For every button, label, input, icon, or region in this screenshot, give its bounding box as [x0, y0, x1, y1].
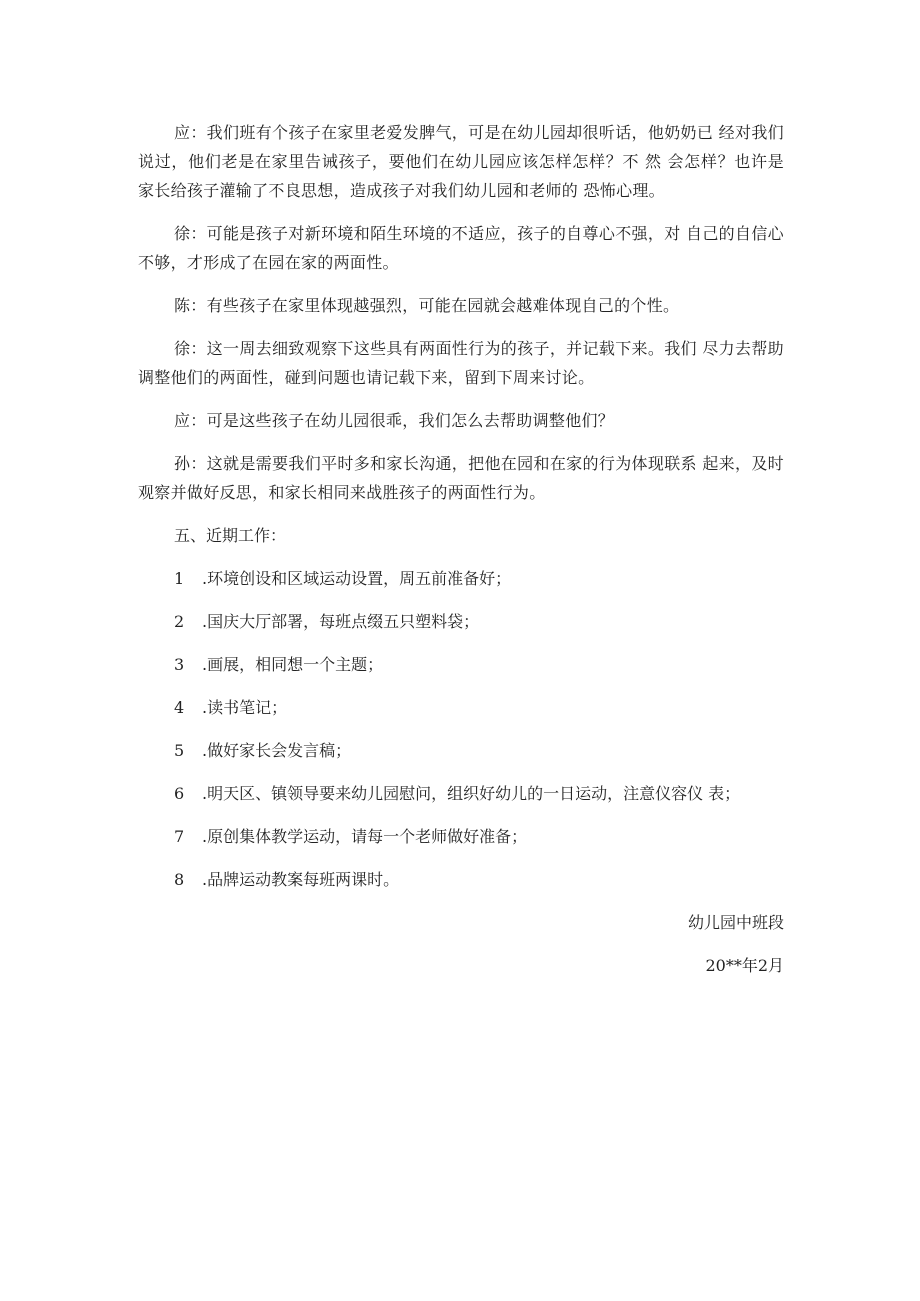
dialogue-paragraph: 陈：有些孩子在家里体现越强烈，可能在园就会越难体现自己的个性。: [174, 296, 680, 315]
task-text: .国庆大厅部署，每班点缀五只塑料袋；: [202, 612, 480, 631]
task-item: [138, 564, 784, 593]
task-number: 5: [174, 741, 185, 760]
section-heading: 五、近期工作：: [174, 526, 287, 545]
task-number: 2: [174, 612, 185, 631]
signature-org: 幼儿园中班段: [687, 913, 784, 932]
task-number: 4: [174, 698, 185, 717]
document-body: [138, 118, 784, 994]
task-number: 1: [174, 569, 185, 588]
dialogue-paragraph: 徐：可能是孩子对新环境和陌生环境的不适应，孩子的自尊心不强，对 自己的自信心不够，才形成了在园在家的两面性。: [138, 224, 784, 272]
signature-date: 20**年2月: [705, 956, 784, 975]
task-number: 8: [174, 870, 185, 889]
dialogue-paragraph: 应：可是这些孩子在幼儿园很乖，我们怎么去帮助调整他们？: [174, 411, 615, 430]
task-text: .环境创设和区域运动设置，周五前准备好；: [202, 569, 512, 588]
dialogue-paragraph: 应：我们班有个孩子在家里老爱发脾气，可是在幼儿园却很听话，他奶奶已 经对我们说过，他们老是在家里告诫孩子，要他们在幼儿园应该怎样怎样？不 然 会怎样？也许是家长给孩子灌输了不良思想，造成孩子对我们幼儿园和老师的 恐怖心理。: [138, 123, 784, 200]
task-item: [138, 693, 784, 722]
task-text: .品牌运动教案每班两课时。: [202, 870, 400, 889]
task-number: 6: [174, 784, 185, 803]
task-text: .明天区、镇领导要来幼儿园慰问，组织好幼儿的一日运动，注意仪容仪 表；: [202, 784, 741, 803]
task-text: .做好家长会发言稿；: [202, 741, 352, 760]
task-item: [138, 736, 784, 765]
task-item: [138, 865, 784, 894]
task-text: .读书笔记；: [202, 698, 288, 717]
task-text: .画展，相同想一个主题；: [202, 655, 384, 674]
task-number: 3: [174, 655, 185, 674]
task-number: 7: [174, 827, 185, 846]
task-item: [138, 650, 784, 679]
task-text: .原创集体教学运动，请每一个老师做好准备；: [202, 827, 528, 846]
task-item: [138, 779, 784, 808]
dialogue-paragraph: 徐：这一周去细致观察下这些具有两面性行为的孩子，并记载下来。我们 尽力去帮助调整他们的两面性，碰到问题也请记载下来，留到下周来讨论。: [138, 339, 784, 387]
dialogue-paragraph: 孙：这就是需要我们平时多和家长沟通，把他在园和在家的行为体现联系 起来，及时观察并做好反思，和家长相同来战胜孩子的两面性行为。: [138, 454, 784, 502]
task-item: [138, 822, 784, 851]
task-item: [138, 607, 784, 636]
